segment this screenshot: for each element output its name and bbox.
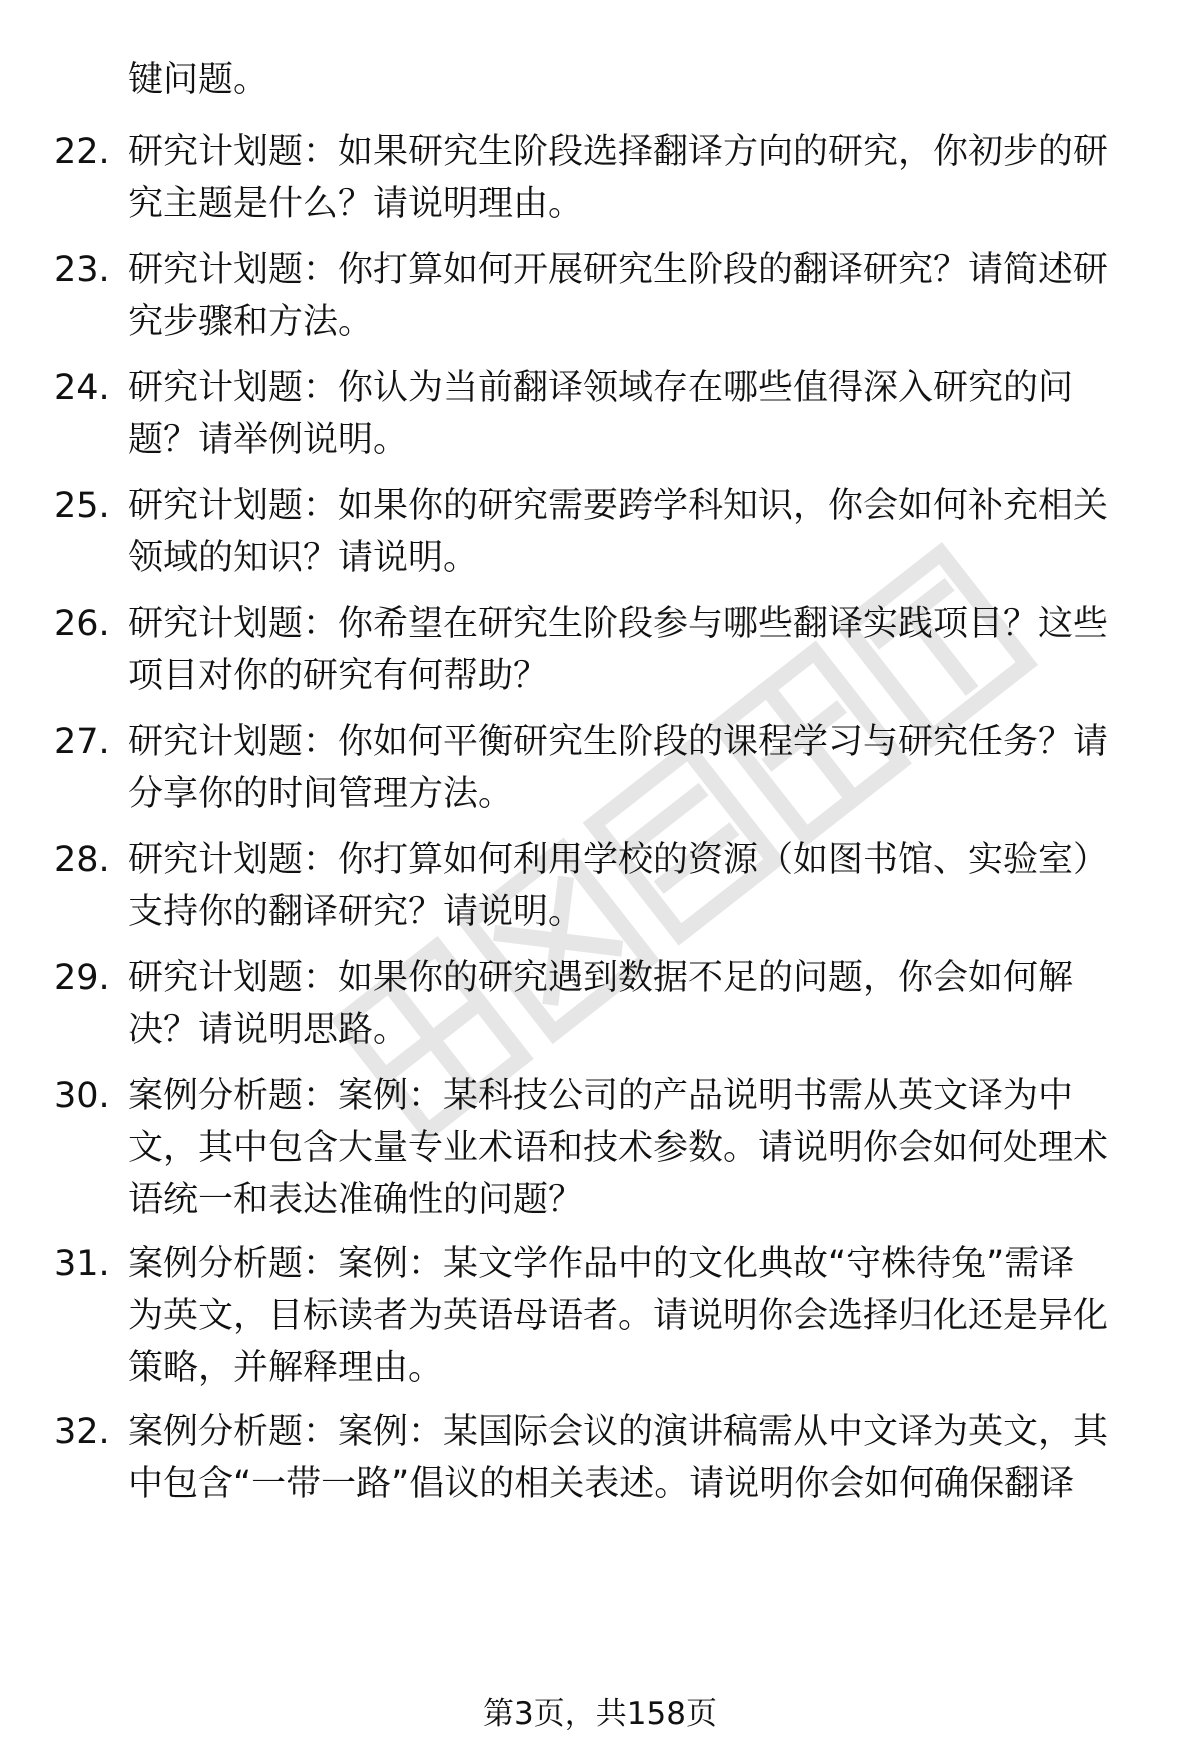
question-number: 23. bbox=[54, 250, 110, 290]
question-number: 22. bbox=[54, 132, 110, 172]
question-text bbox=[128, 244, 1138, 348]
question-line: 研究计划题：如果你的研究需要跨学科知识，你会如何补充相关 bbox=[128, 486, 1109, 526]
question-line: 研究计划题：如果研究生阶段选择翻译方向的研究，你初步的研 bbox=[128, 132, 1109, 172]
question-text bbox=[128, 598, 1138, 702]
question-line: 案例分析题：案例：某国际会议的演讲稿需从中文译为英文，其 bbox=[128, 1412, 1109, 1452]
question-line: 分享你的时间管理方法。 bbox=[128, 774, 514, 814]
question-line: 研究计划题：你认为当前翻译领域存在哪些值得深入研究的问 bbox=[128, 368, 1074, 408]
question-line: 支持你的翻译研究？请说明。 bbox=[128, 892, 584, 932]
question-line: 题？请举例说明。 bbox=[128, 420, 409, 460]
question-number: 24. bbox=[54, 368, 110, 408]
question-number: 30. bbox=[54, 1076, 110, 1116]
question-number: 32. bbox=[54, 1412, 110, 1452]
question-text bbox=[128, 1238, 1138, 1394]
question-line: 究主题是什么？请说明理由。 bbox=[128, 184, 584, 224]
question-text bbox=[128, 1406, 1138, 1510]
question-text bbox=[128, 126, 1138, 230]
question-line: 研究计划题：你如何平衡研究生阶段的课程学习与研究任务？请 bbox=[128, 722, 1109, 762]
question-line: 策略，并解释理由。 bbox=[128, 1348, 444, 1388]
question-line: 研究计划题：你希望在研究生阶段参与哪些翻译实践项目？这些 bbox=[128, 604, 1109, 644]
question-text bbox=[128, 952, 1138, 1056]
continued-text: 键问题。 bbox=[128, 60, 269, 100]
question-number: 26. bbox=[54, 604, 110, 644]
question-line: 研究计划题：你打算如何开展研究生阶段的翻译研究？请简述研 bbox=[128, 250, 1109, 290]
question-line: 究步骤和方法。 bbox=[128, 302, 374, 342]
question-line: 案例分析题：案例：某文学作品中的文化典故“守株待兔”需译 bbox=[128, 1244, 1075, 1284]
question-text bbox=[128, 362, 1138, 466]
question-line: 研究计划题：如果你的研究遇到数据不足的问题，你会如何解 bbox=[128, 958, 1074, 998]
question-line: 案例分析题：案例：某科技公司的产品说明书需从英文译为中 bbox=[128, 1076, 1074, 1116]
question-number: 29. bbox=[54, 958, 110, 998]
question-number: 31. bbox=[54, 1244, 110, 1284]
question-line: 为英文，目标读者为英语母语者。请说明你会选择归化还是异化 bbox=[128, 1296, 1109, 1336]
question-line: 语统一和表达准确性的问题？ bbox=[128, 1180, 584, 1220]
question-text bbox=[128, 716, 1138, 820]
question-number: 25. bbox=[54, 486, 110, 526]
question-number: 28. bbox=[54, 840, 110, 880]
question-line: 项目对你的研究有何帮助？ bbox=[128, 656, 549, 696]
question-line: 研究计划题：你打算如何利用学校的资源（如图书馆、实验室） bbox=[128, 840, 1109, 880]
page-footer: 第3页，共158页 bbox=[483, 1696, 717, 1732]
question-number: 27. bbox=[54, 722, 110, 762]
question-line: 决？请说明思路。 bbox=[128, 1010, 409, 1050]
question-text bbox=[128, 834, 1138, 938]
question-text bbox=[128, 1070, 1138, 1226]
question-line: 文，其中包含大量专业术语和技术参数。请说明你会如何处理术 bbox=[128, 1128, 1109, 1168]
question-line: 领域的知识？请说明。 bbox=[128, 538, 479, 578]
question-line: 中包含“一带一路”倡议的相关表述。请说明你会如何确保翻译 bbox=[128, 1464, 1075, 1504]
question-text bbox=[128, 480, 1138, 584]
